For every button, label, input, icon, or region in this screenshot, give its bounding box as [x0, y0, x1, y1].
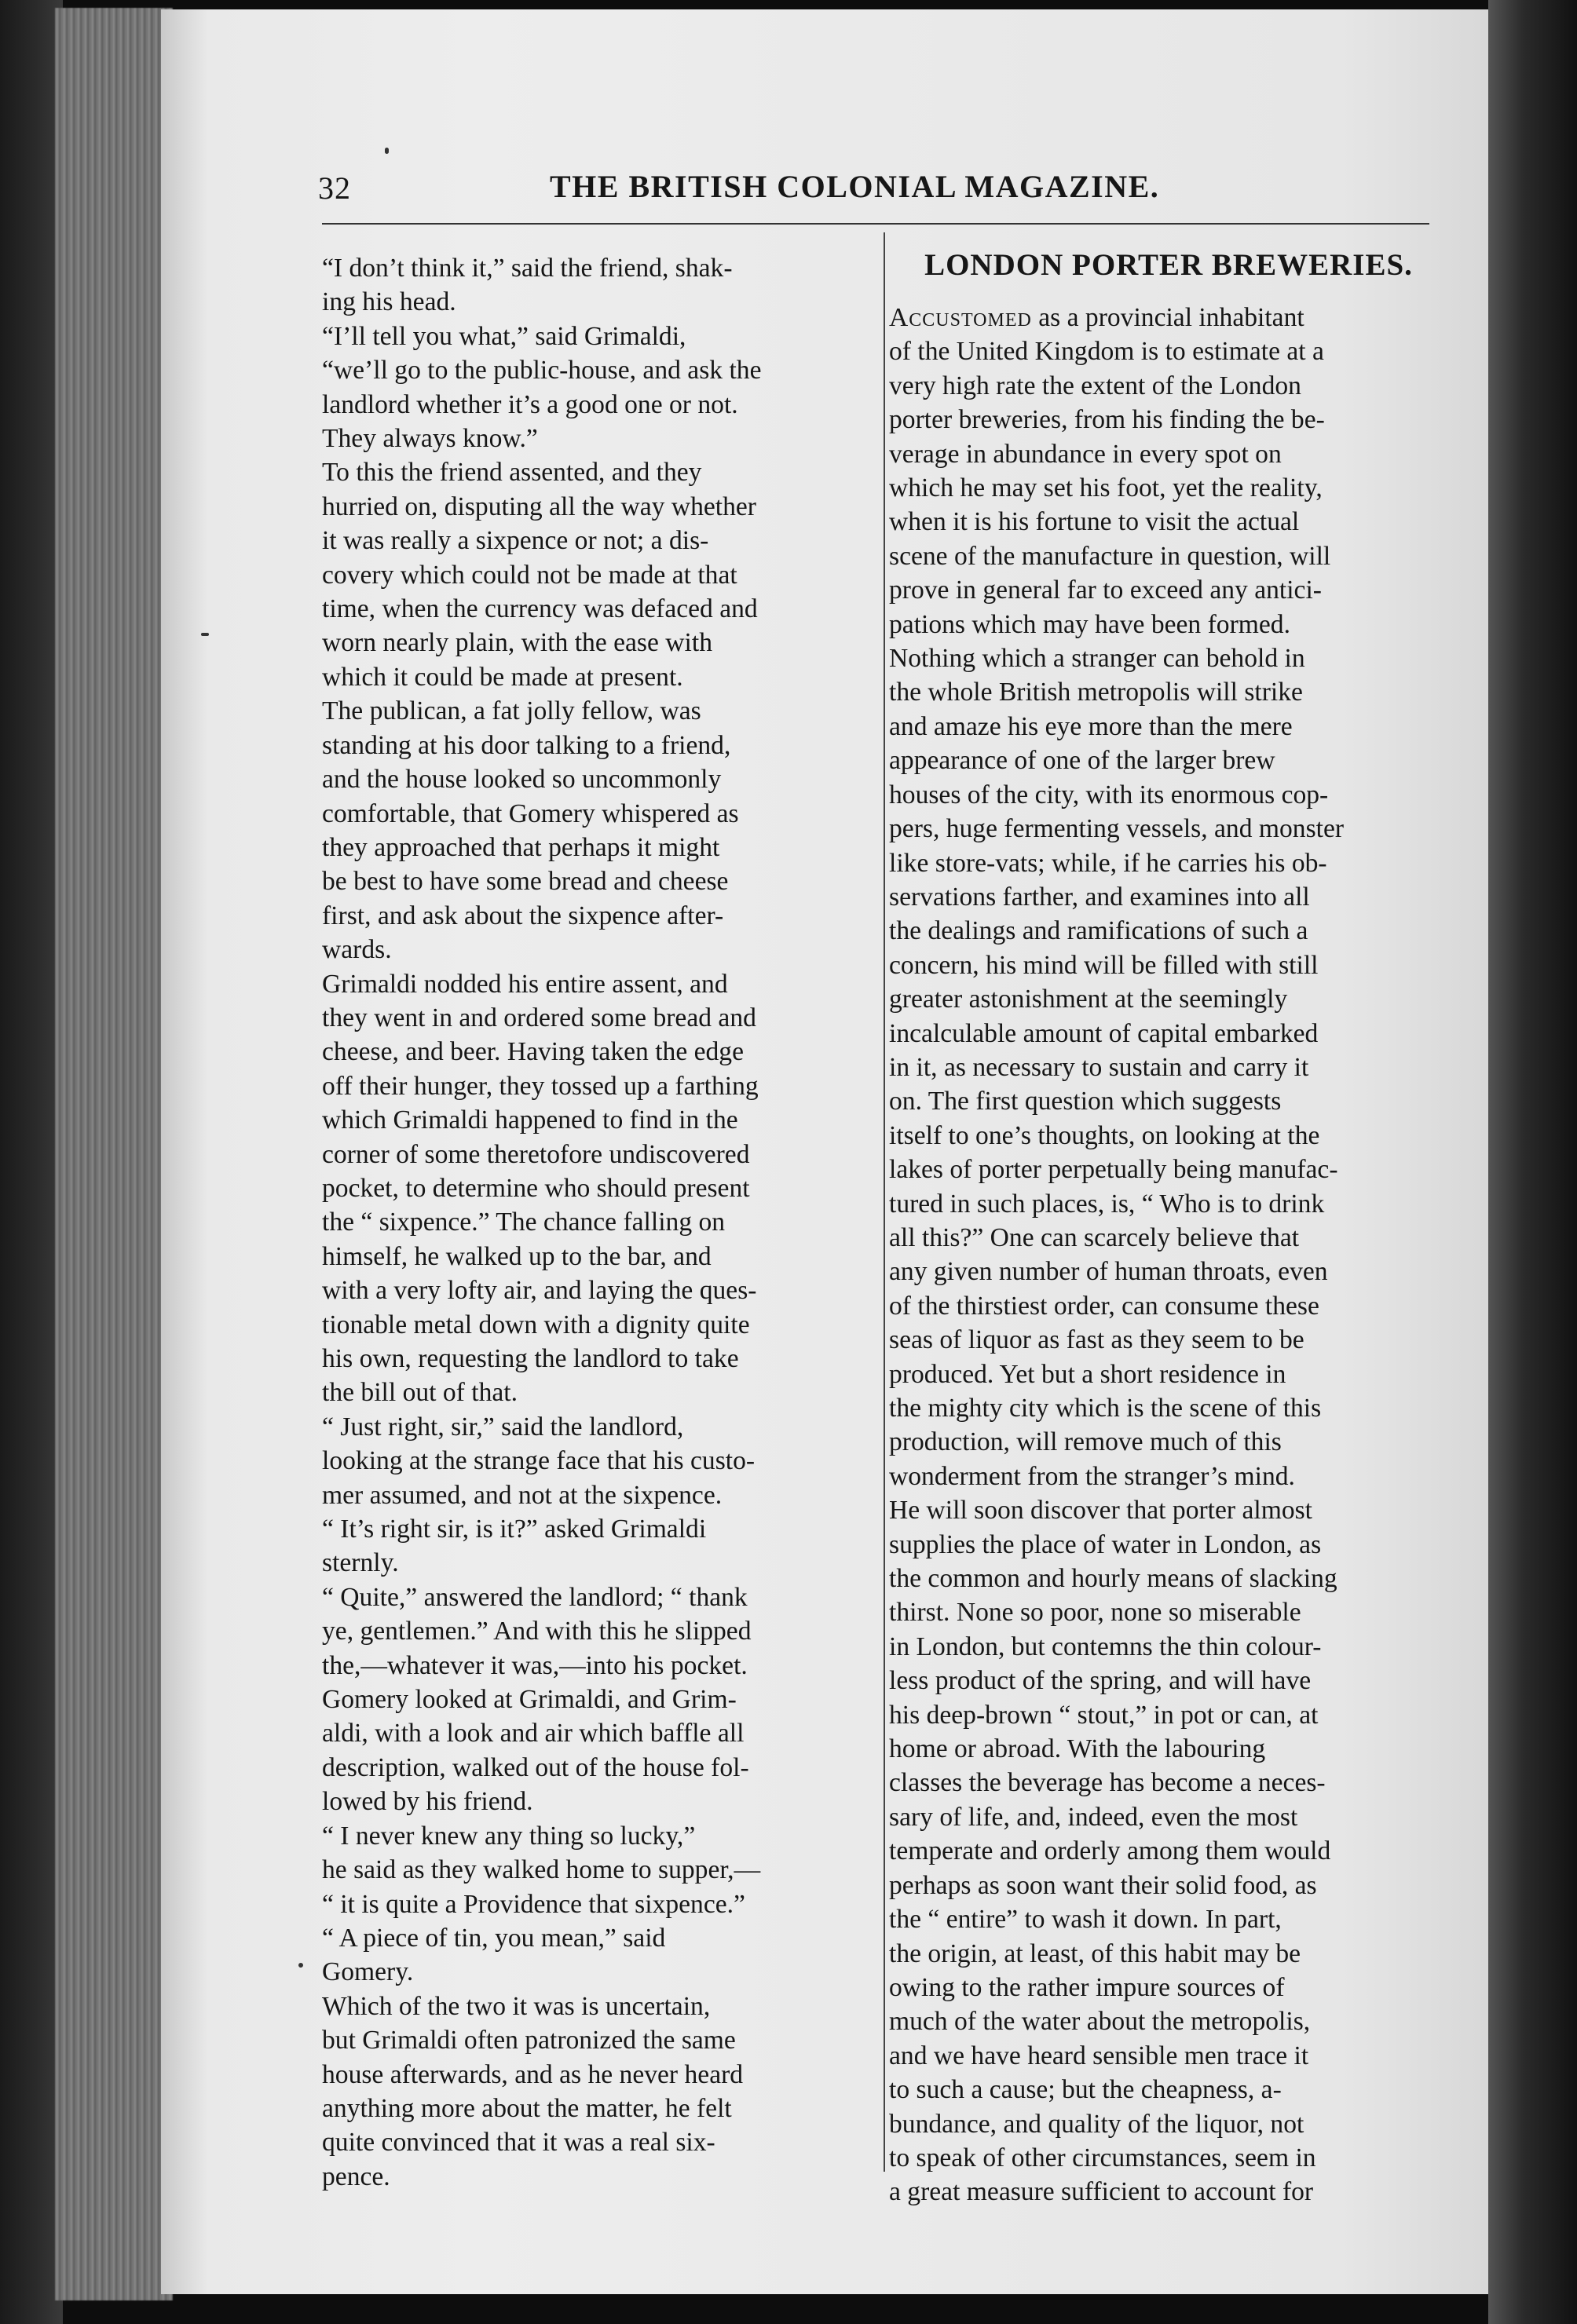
- first-line-rest: as a provincial inhabitant: [1031, 303, 1304, 332]
- text-line: himself, he walked up to the bar, and: [322, 1241, 712, 1271]
- text-line: houses of the city, with its enormous cop-: [889, 780, 1329, 809]
- text-line: looking at the strange face that his custo-: [322, 1446, 756, 1476]
- text-line: owing to the rather impure sources of: [889, 1972, 1285, 2002]
- text-line: “ I never knew any thing so lucky,”: [322, 1821, 696, 1851]
- text-line: pers, huge fermenting vessels, and monster: [889, 814, 1345, 844]
- stray-mark: [298, 1963, 303, 1968]
- text-line: which he may set his foot, yet the reality,: [889, 473, 1323, 503]
- page-edges: [55, 8, 173, 2300]
- text-line: pations which may have been formed.: [889, 609, 1290, 639]
- text-line: hurried on, disputing all the way whether: [322, 491, 756, 521]
- text-line: covery which could not be made at that: [322, 560, 737, 590]
- text-line: and we have heard sensible men trace it: [889, 2041, 1309, 2070]
- text-line: “I don’t think it,” said the friend, shak-: [322, 254, 733, 283]
- text-line: the mighty city which is the scene of this: [889, 1394, 1322, 1423]
- text-line: verage in abundance in every spot on: [889, 439, 1282, 469]
- text-line: his deep-brown “ stout,” in pot or can, at: [889, 1700, 1319, 1730]
- text-line: servations farther, and examines into all: [889, 882, 1310, 912]
- text-line: “ Just right, sir,” said the landlord,: [322, 1412, 684, 1442]
- text-line: supplies the place of water in London, as: [889, 1529, 1322, 1559]
- text-line: standing at his door talking to a friend,: [322, 730, 731, 760]
- text-line: his own, requesting the landlord to take: [322, 1344, 739, 1373]
- text-line: “we’ll go to the public-house, and ask the: [322, 356, 762, 386]
- text-line: Nothing which a stranger can behold in: [889, 644, 1305, 674]
- text-line: production, will remove much of this: [889, 1427, 1282, 1457]
- text-line: with a very lofty air, and laying the ques-: [322, 1276, 757, 1306]
- left-column: [322, 251, 872, 2194]
- text-line: the “ sixpence.” The chance falling on: [322, 1208, 726, 1237]
- text-line: sternly.: [322, 1548, 399, 1578]
- text-line: which Grimaldi happened to find in the: [322, 1105, 738, 1135]
- text-line: the “ entire” to wash it down. In part,: [889, 1905, 1282, 1935]
- text-line: of the thirstiest order, can consume these: [889, 1291, 1319, 1321]
- text-line: bundance, and quality of the liquor, not: [889, 2109, 1304, 2139]
- text-line: ye, gentlemen.” And with this he slipped: [322, 1617, 752, 1646]
- text-line: They always know.”: [322, 424, 538, 454]
- text-line: the origin, at least, of this habit may be: [889, 1938, 1301, 1968]
- text-line: aldi, with a look and air which baffle all: [322, 1719, 745, 1748]
- text-line: in London, but contemns the thin colour-: [889, 1632, 1322, 1661]
- text-line: appearance of one of the larger brew: [889, 746, 1275, 776]
- text-line: “ It’s right sir, is it?” asked Grimaldi: [322, 1515, 707, 1544]
- text-line: when it is his fortune to visit the actual: [889, 507, 1300, 537]
- text-line: sary of life, and, indeed, even the most: [889, 1802, 1298, 1832]
- text-line: be best to have some bread and cheese: [322, 867, 729, 897]
- text-line: very high rate the extent of the London: [889, 371, 1301, 400]
- text-line: produced. Yet but a short residence in: [889, 1359, 1286, 1389]
- right-page-edge: [1488, 0, 1577, 2324]
- text-line: anything more about the matter, he felt: [322, 2093, 732, 2123]
- text-line: a great measure sufficient to account for: [889, 2177, 1314, 2207]
- text-line: perhaps as soon want their solid food, as: [889, 1870, 1317, 1900]
- text-line: corner of some theretofore undiscovered: [322, 1139, 750, 1169]
- text-line: worn nearly plain, with the ease with: [322, 628, 712, 658]
- right-column: [889, 301, 1443, 2209]
- text-line: all this?” One can scarcely believe that: [889, 1222, 1300, 1252]
- text-line: Gomery looked at Grimaldi, and Grim-: [322, 1685, 737, 1715]
- text-line: comfortable, that Gomery whispered as: [322, 798, 739, 828]
- binding-shadow: [0, 0, 63, 2324]
- text-line: wards.: [322, 935, 392, 965]
- drop-word: Accustomed: [889, 303, 1032, 332]
- text-line: it was really a sixpence or not; a dis-: [322, 526, 709, 556]
- text-line: first, and ask about the sixpence after-: [322, 901, 724, 930]
- text-line: which it could be made at present.: [322, 662, 683, 692]
- text-line: on. The first question which suggests: [889, 1087, 1282, 1116]
- text-line: off their hunger, they tossed up a farthing: [322, 1071, 759, 1101]
- text-line: wonderment from the stranger’s mind.: [889, 1461, 1295, 1491]
- text-line: but Grimaldi often patronized the same: [322, 2026, 736, 2055]
- stray-mark: [385, 148, 389, 154]
- text-line: Gomery.: [322, 1957, 414, 1987]
- text-line: to such a cause; but the cheapness, a-: [889, 2075, 1282, 2105]
- text-line: He will soon discover that porter almost: [889, 1496, 1313, 1526]
- text-line: much of the water about the metropolis,: [889, 2007, 1311, 2037]
- header-rule: [322, 223, 1429, 225]
- text-line: tured in such places, is, “ Who is to drink: [889, 1189, 1325, 1219]
- text-line: To this the friend assented, and they: [322, 458, 702, 488]
- page-number: 32: [318, 170, 351, 206]
- text-line: any given number of human throats, even: [889, 1257, 1328, 1287]
- text-line: the,—whatever it was,—into his pocket.: [322, 1650, 748, 1680]
- text-line: “ A piece of tin, you mean,” said: [322, 1923, 666, 1953]
- text-line: pence.: [322, 2161, 390, 2191]
- text-line: “ Quite,” answered the landlord; “ thank: [322, 1582, 748, 1612]
- stray-mark: [201, 633, 209, 636]
- text-line: “ it is quite a Providence that sixpence.”: [322, 1889, 745, 1919]
- text-line: [889, 301, 1443, 334]
- text-line: concern, his mind will be filled with still: [889, 950, 1319, 980]
- text-line: classes the beverage has become a neces-: [889, 1768, 1326, 1798]
- text-line: like store-vats; while, if he carries his ob-: [889, 848, 1327, 878]
- text-line: the dealings and ramifications of such a: [889, 916, 1308, 946]
- text-line: scene of the manufacture in question, will: [889, 541, 1331, 571]
- text-line: cheese, and beer. Having taken the edge: [322, 1037, 745, 1067]
- text-line: time, when the currency was defaced and: [322, 594, 758, 624]
- text-line: in it, as necessary to sustain and carry it: [889, 1052, 1309, 1082]
- column-rule: [884, 232, 885, 2172]
- text-line: of the United Kingdom is to estimate at a: [889, 337, 1324, 367]
- text-line: lowed by his friend.: [322, 1787, 533, 1817]
- text-line: the common and hourly means of slacking: [889, 1564, 1337, 1594]
- text-line: quite convinced that it was a real six-: [322, 2128, 715, 2158]
- text-line: and amaze his eye more than the mere: [889, 711, 1293, 741]
- text-line: The publican, a fat jolly fellow, was: [322, 696, 701, 726]
- text-line: tionable metal down with a dignity quite: [322, 1310, 750, 1339]
- text-line: description, walked out of the house fol-: [322, 1752, 749, 1782]
- text-line: greater astonishment at the seemingly: [889, 985, 1288, 1014]
- text-line: to speak of other circumstances, seem in: [889, 2143, 1316, 2172]
- text-line: ing his head.: [322, 287, 456, 317]
- text-line: incalculable amount of capital embarked: [889, 1018, 1319, 1048]
- running-head: THE BRITISH COLONIAL MAGAZINE.: [550, 169, 1160, 204]
- text-line: “I’ll tell you what,” said Grimaldi,: [322, 321, 686, 351]
- text-line: porter breweries, from his finding the be-: [889, 405, 1325, 435]
- text-line: they approached that perhaps it might: [322, 832, 720, 862]
- text-line: itself to one’s thoughts, on looking at the: [889, 1120, 1320, 1150]
- text-line: prove in general far to exceed any antici-: [889, 576, 1322, 605]
- text-line: seas of liquor as fast as they seem to be: [889, 1325, 1304, 1355]
- text-line: thirst. None so poor, none so miserable: [889, 1598, 1301, 1628]
- text-line: mer assumed, and not at the sixpence.: [322, 1480, 723, 1510]
- text-line: landlord whether it’s a good one or not.: [322, 389, 738, 419]
- text-line: they went in and ordered some bread and: [322, 1003, 756, 1032]
- text-line: he said as they walked home to supper,—: [322, 1855, 761, 1885]
- text-line: the bill out of that.: [322, 1378, 518, 1408]
- text-line: pocket, to determine who should present: [322, 1173, 750, 1203]
- text-line: less product of the spring, and will have: [889, 1666, 1312, 1696]
- article-title: LONDON PORTER BREWERIES.: [924, 248, 1413, 282]
- text-line: Grimaldi nodded his entire assent, and: [322, 969, 728, 999]
- text-line: home or abroad. With the labouring: [889, 1734, 1266, 1764]
- text-line: lakes of porter perpetually being manufac-: [889, 1155, 1338, 1185]
- text-line: Which of the two it was is uncertain,: [322, 1991, 711, 2021]
- text-line: and the house looked so uncommonly: [322, 765, 722, 795]
- text-line: the whole British metropolis will strike: [889, 678, 1303, 707]
- text-line: house afterwards, and as he never heard: [322, 2059, 744, 2089]
- text-line: temperate and orderly among them would: [889, 1836, 1331, 1866]
